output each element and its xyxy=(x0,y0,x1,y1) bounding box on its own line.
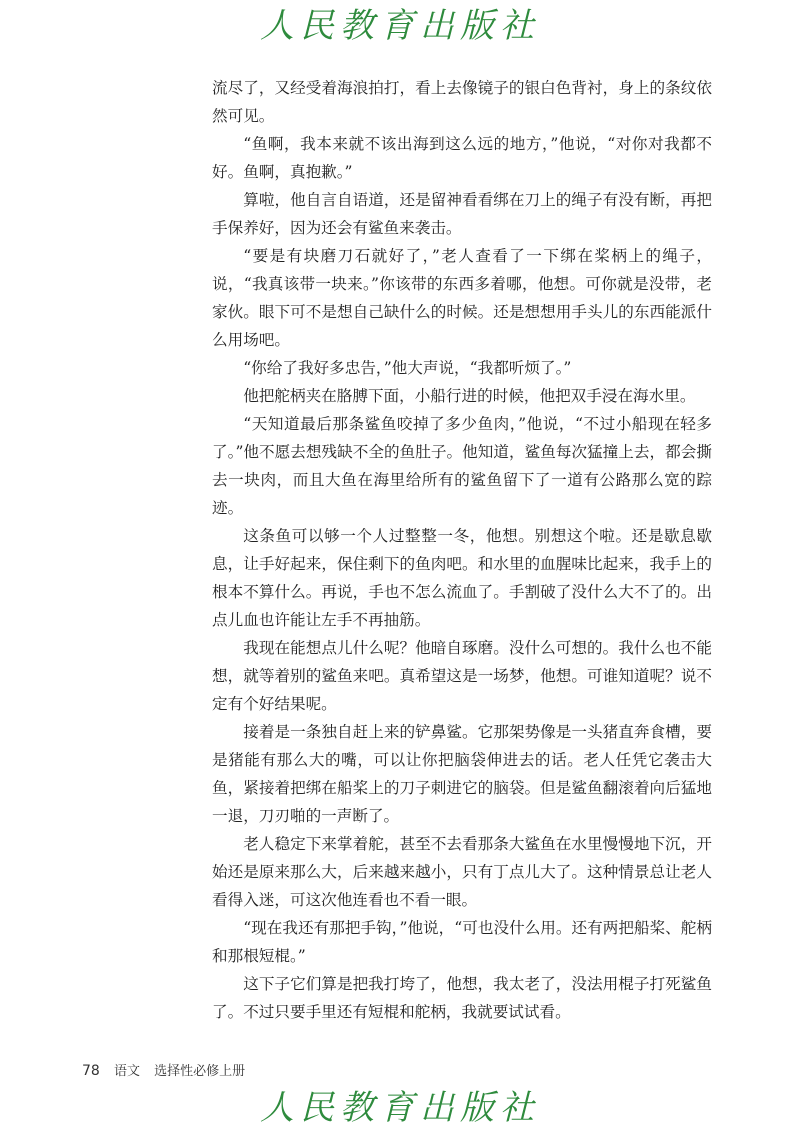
paragraph: 接着是一条独自赶上来的铲鼻鲨。它那架势像是一头猪直奔食槽，要是猪能有那么大的嘴，可以让你把脑袋伸进去的话。老人任凭它袭击大鱼，紧接着把绑在船桨上的刀子刺进它的脑袋。但是鲨鱼翻滚着向后猛地一退，刀刃啪的一声断了。 xyxy=(212,723,712,825)
subject-label: 语文 xyxy=(113,1064,140,1079)
paragraph: 这下子它们算是把我打垮了，他想，我太老了，没法用棍子打死鲨鱼了。不过只要手里还有短棍和舵柄，我就要试试看。 xyxy=(212,975,712,1021)
paragraph: “要是有块磨刀石就好了，”老人查看了一下绑在桨柄上的绳子，说，“我真该带一块来。”你该带的东西多着哪，他想。可你就是没带，老家伙。眼下可不是想自己缺什么的时候。还是想想用手头儿的东西能派什么用场吧。 xyxy=(212,247,712,349)
publisher-watermark-top: 人民教育出版社 xyxy=(260,6,540,46)
book-title: 选择性必修上册 xyxy=(154,1064,246,1079)
page-footer xyxy=(82,1060,245,1079)
page-body xyxy=(212,74,712,1026)
publisher-watermark-bottom: 人民教育出版社 xyxy=(260,1088,540,1128)
paragraph: 老人稳定下来掌着舵，甚至不去看那条大鲨鱼在水里慢慢地下沉，开始还是原来那么大，后来越来越小，只有丁点儿大了。这种情景总让老人看得入迷，可这次他连看也不看一眼。 xyxy=(212,835,712,909)
paragraph: “你给了我好多忠告，”他大声说，“我都听烦了。” xyxy=(243,359,572,377)
paragraph: 流尽了，又经受着海浪拍打，看上去像镜子的银白色背衬，身上的条纹依然可见。 xyxy=(212,79,712,125)
paragraph: “鱼啊，我本来就不该出海到这么远的地方，”他说，“对你对我都不好。鱼啊，真抱歉。” xyxy=(212,135,712,181)
paragraph: “现在我还有那把手钩，”他说，“可也没什么用。还有两把船桨、舵柄和那根短棍。” xyxy=(212,919,712,965)
paragraph: 这条鱼可以够一个人过整整一冬，他想。别想这个啦。还是歇息歇息，让手好起来，保住剩下的鱼肉吧。和水里的血腥味比起来，我手上的根本不算什么。再说，手也不怎么流血了。手割破了没什么大不了的。出点儿血也许能让左手不再抽筋。 xyxy=(212,527,712,629)
paragraph: 算啦，他自言自语道，还是留神看看绑在刀上的绳子有没有断，再把手保养好，因为还会有鲨鱼来袭击。 xyxy=(212,191,712,237)
paragraph: 我现在能想点儿什么呢？他暗自琢磨。没什么可想的。我什么也不能想，就等着别的鲨鱼来吧。真希望这是一场梦，他想。可谁知道呢？说不定有个好结果呢。 xyxy=(212,639,712,713)
paragraph: “天知道最后那条鲨鱼咬掉了多少鱼肉，”他说，“不过小船现在轻多了。”他不愿去想残缺不全的鱼肚子。他知道，鲨鱼每次猛撞上去，都会撕去一块肉，而且大鱼在海里给所有的鲨鱼留下了一道有公路那么宽的踪迹。 xyxy=(212,415,712,517)
paragraph: 他把舵柄夹在胳膊下面，小船行进的时候，他把双手浸在海水里。 xyxy=(243,387,696,405)
page-number: 78 xyxy=(82,1063,100,1079)
